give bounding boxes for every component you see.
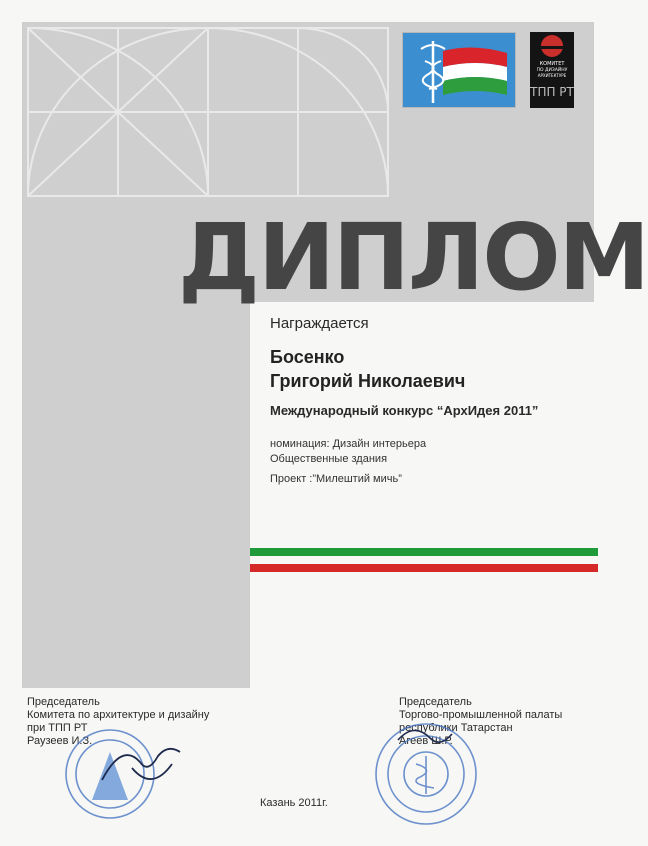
chamber-of-commerce-logo [402,32,516,108]
contest-name: Международный конкурс “АрхИдея 2011” [270,403,539,418]
right-signatory-org2: республики Татарстан [399,722,513,734]
left-signatory-org: Комитета по архитектуре и дизайну [27,709,210,721]
nomination-line2: Общественные здания [270,453,388,465]
committee-logo-mark: ТПП РТ [530,85,574,99]
geometric-ornament [22,22,400,202]
award-line: Награждается [270,315,369,332]
right-signatory-org: Торгово-промышленной палаты [399,709,563,721]
right-stamp-and-signature [370,718,482,828]
left-signatory-org2: при ТПП РТ [27,722,88,734]
recipient-name [270,345,465,393]
red-flag-stripe [250,564,598,572]
design-committee-logo [530,32,574,108]
committee-logo-line2: ПО ДИЗАЙНУ [536,68,568,73]
diploma-title: ДИПЛОМ [178,204,648,311]
recipient-surname: Босенко [270,347,345,367]
left-signatory-title: Председатель [27,696,100,708]
committee-emblem-icon [530,32,574,108]
committee-logo-line1: КОМИТЕТ [539,61,565,67]
right-signatory-title: Председатель [399,696,472,708]
left-stamp-and-signature [62,722,190,822]
city-date: Казань 2011г. [260,797,328,809]
recipient-given-names: Григорий Николаевич [270,371,466,391]
left-signatory-name: Раузеев И.З. [27,735,93,747]
nomination-line1: номинация: Дизайн интерьера [270,438,427,450]
committee-logo-line3: АРХИТЕКТУРЕ [537,73,567,78]
project-name: Проект :”Милештий мичь” [270,473,402,485]
nomination [270,437,426,467]
green-flag-stripe [250,548,598,556]
caduceus-flag-icon [403,33,515,107]
right-signatory-name: Агеев Ш.Р. [399,735,453,747]
